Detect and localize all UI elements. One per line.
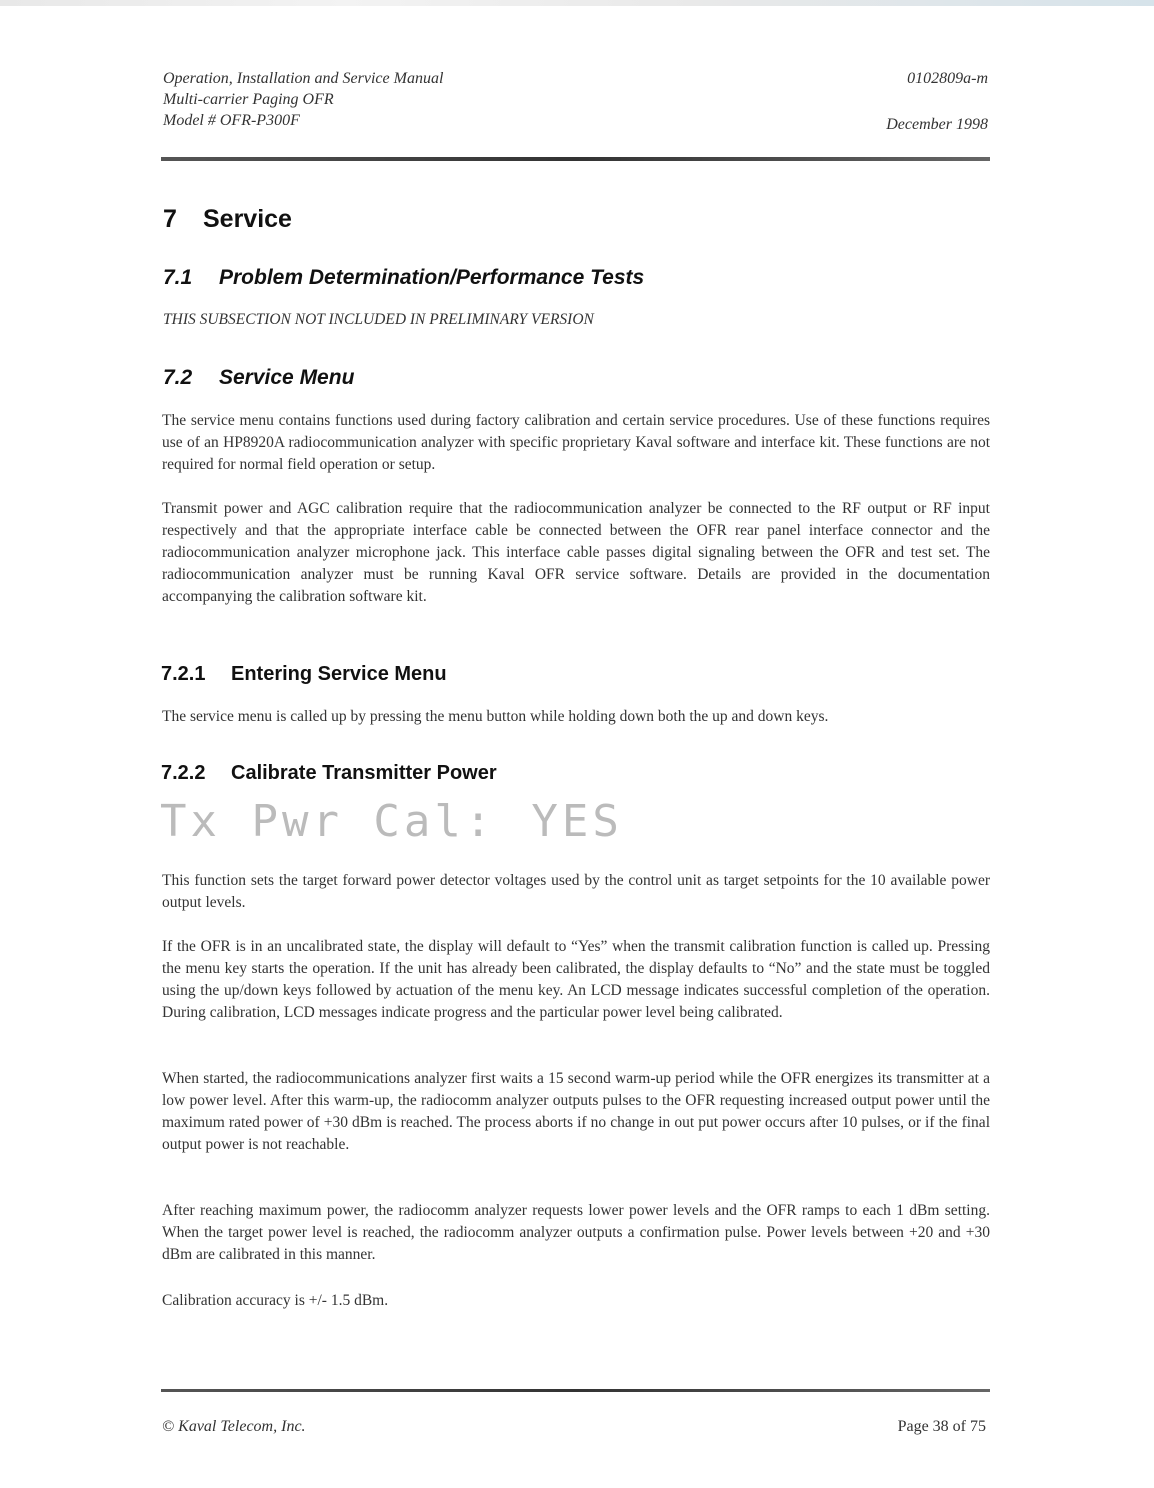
header-left <box>163 68 443 131</box>
subsection-7-2-1-number: 7.2.1 <box>161 663 206 685</box>
section-number: 7 <box>163 205 177 233</box>
product-name: Multi-carrier Paging OFR <box>163 91 334 108</box>
page-number: Page 38 of 75 <box>897 1418 986 1435</box>
calibrate-paragraph-1: This function sets the target forward power detector voltages used by the control unit as target setpoints for the 10 available power output levels. <box>162 872 990 911</box>
subsection-7-2-2-heading <box>161 762 497 785</box>
scan-edge <box>0 0 1154 6</box>
subsection-7-2-2-number: 7.2.2 <box>161 762 206 784</box>
subsection-7-1-heading <box>163 266 644 290</box>
doc-number: 0102809a-m <box>907 70 988 87</box>
lcd-value: YES <box>531 796 623 847</box>
doc-title: Operation, Installation and Service Manual <box>163 70 444 87</box>
copyright: © Kaval Telecom, Inc. <box>162 1418 306 1435</box>
calibrate-paragraph-3: When started, the radiocommunications analyzer first waits a 15 second warm-up period while the OFR energizes its transmitter at a low power level. After this warm-up, the radiocomm analyzer outputs pulses to the OFR requesting increased output power until the maximum rated power of +30 dBm is reached. The process aborts if no change in out put power occurs after 10 pulses, or if the final output power is not reachable. <box>162 1070 990 1153</box>
subsection-7-2-1-heading <box>161 663 447 686</box>
subsection-7-2-2-title: Calibrate Transmitter Power <box>231 762 497 784</box>
header-rule <box>161 157 990 161</box>
subsection-7-1-title: Problem Determination/Performance Tests <box>219 266 645 289</box>
calibration-accuracy: Calibration accuracy is +/- 1.5 dBm. <box>162 1292 389 1309</box>
entering-menu-paragraph: The service menu is called up by pressing the menu button while holding down both the up and down keys. <box>162 708 829 725</box>
lcd-label: Tx Pwr Cal: <box>160 796 496 847</box>
subsection-7-2-1-title: Entering Service Menu <box>231 663 447 685</box>
subsection-7-2-heading <box>163 366 354 390</box>
service-menu-paragraph-1: The service menu contains functions used during factory calibration and certain service procedures. Use of these functions requires use of an HP8920A radiocommunication analyzer with specific proprietary Kaval software and interface kit. These functions are not required for normal field operation or setup. <box>162 412 990 473</box>
footer-rule <box>161 1389 990 1392</box>
lcd-display <box>160 796 623 847</box>
subsection-7-1-number: 7.1 <box>163 266 193 289</box>
doc-date: December 1998 <box>886 116 988 133</box>
preliminary-note: THIS SUBSECTION NOT INCLUDED IN PRELIMINARY VERSION <box>163 311 594 328</box>
section-title: Service <box>203 205 292 233</box>
service-menu-paragraph-2: Transmit power and AGC calibration require that the radiocommunication analyzer be connected to the RF output or RF input respectively and that the appropriate interface cable be connected between the OFR rear panel interface connector and the radiocommunication analyzer microphone jack. This interface cable passes digital signaling between the OFR and test set. The radiocommunication analyzer must be running Kaval OFR service software. Details are provided in the documentation accompanying the calibration software kit. <box>162 500 990 605</box>
calibrate-paragraph-2: If the OFR is in an uncalibrated state, the display will default to “Yes” when the transmit calibration function is called up. Pressing the menu key starts the operation. If the unit has already been calibrated, the display defaults to “No” and the state must be toggled using the up/down keys followed by actuation of the menu key. An LCD message indicates successful completion of the operation. During calibration, LCD messages indicate progress and the particular power level being calibrated. <box>162 938 990 1021</box>
subsection-7-2-number: 7.2 <box>163 366 193 389</box>
calibrate-paragraph-4: After reaching maximum power, the radiocomm analyzer requests lower power levels and the OFR ramps to each 1 dBm setting. When the target power level is reached, the radiocomm analyzer outputs a confirmation pulse. Power levels between +20 and +30 dBm are calibrated in this manner. <box>162 1202 990 1263</box>
section-heading <box>163 205 292 234</box>
subsection-7-2-title: Service Menu <box>219 366 355 389</box>
model-number: Model # OFR-P300F <box>163 112 300 129</box>
